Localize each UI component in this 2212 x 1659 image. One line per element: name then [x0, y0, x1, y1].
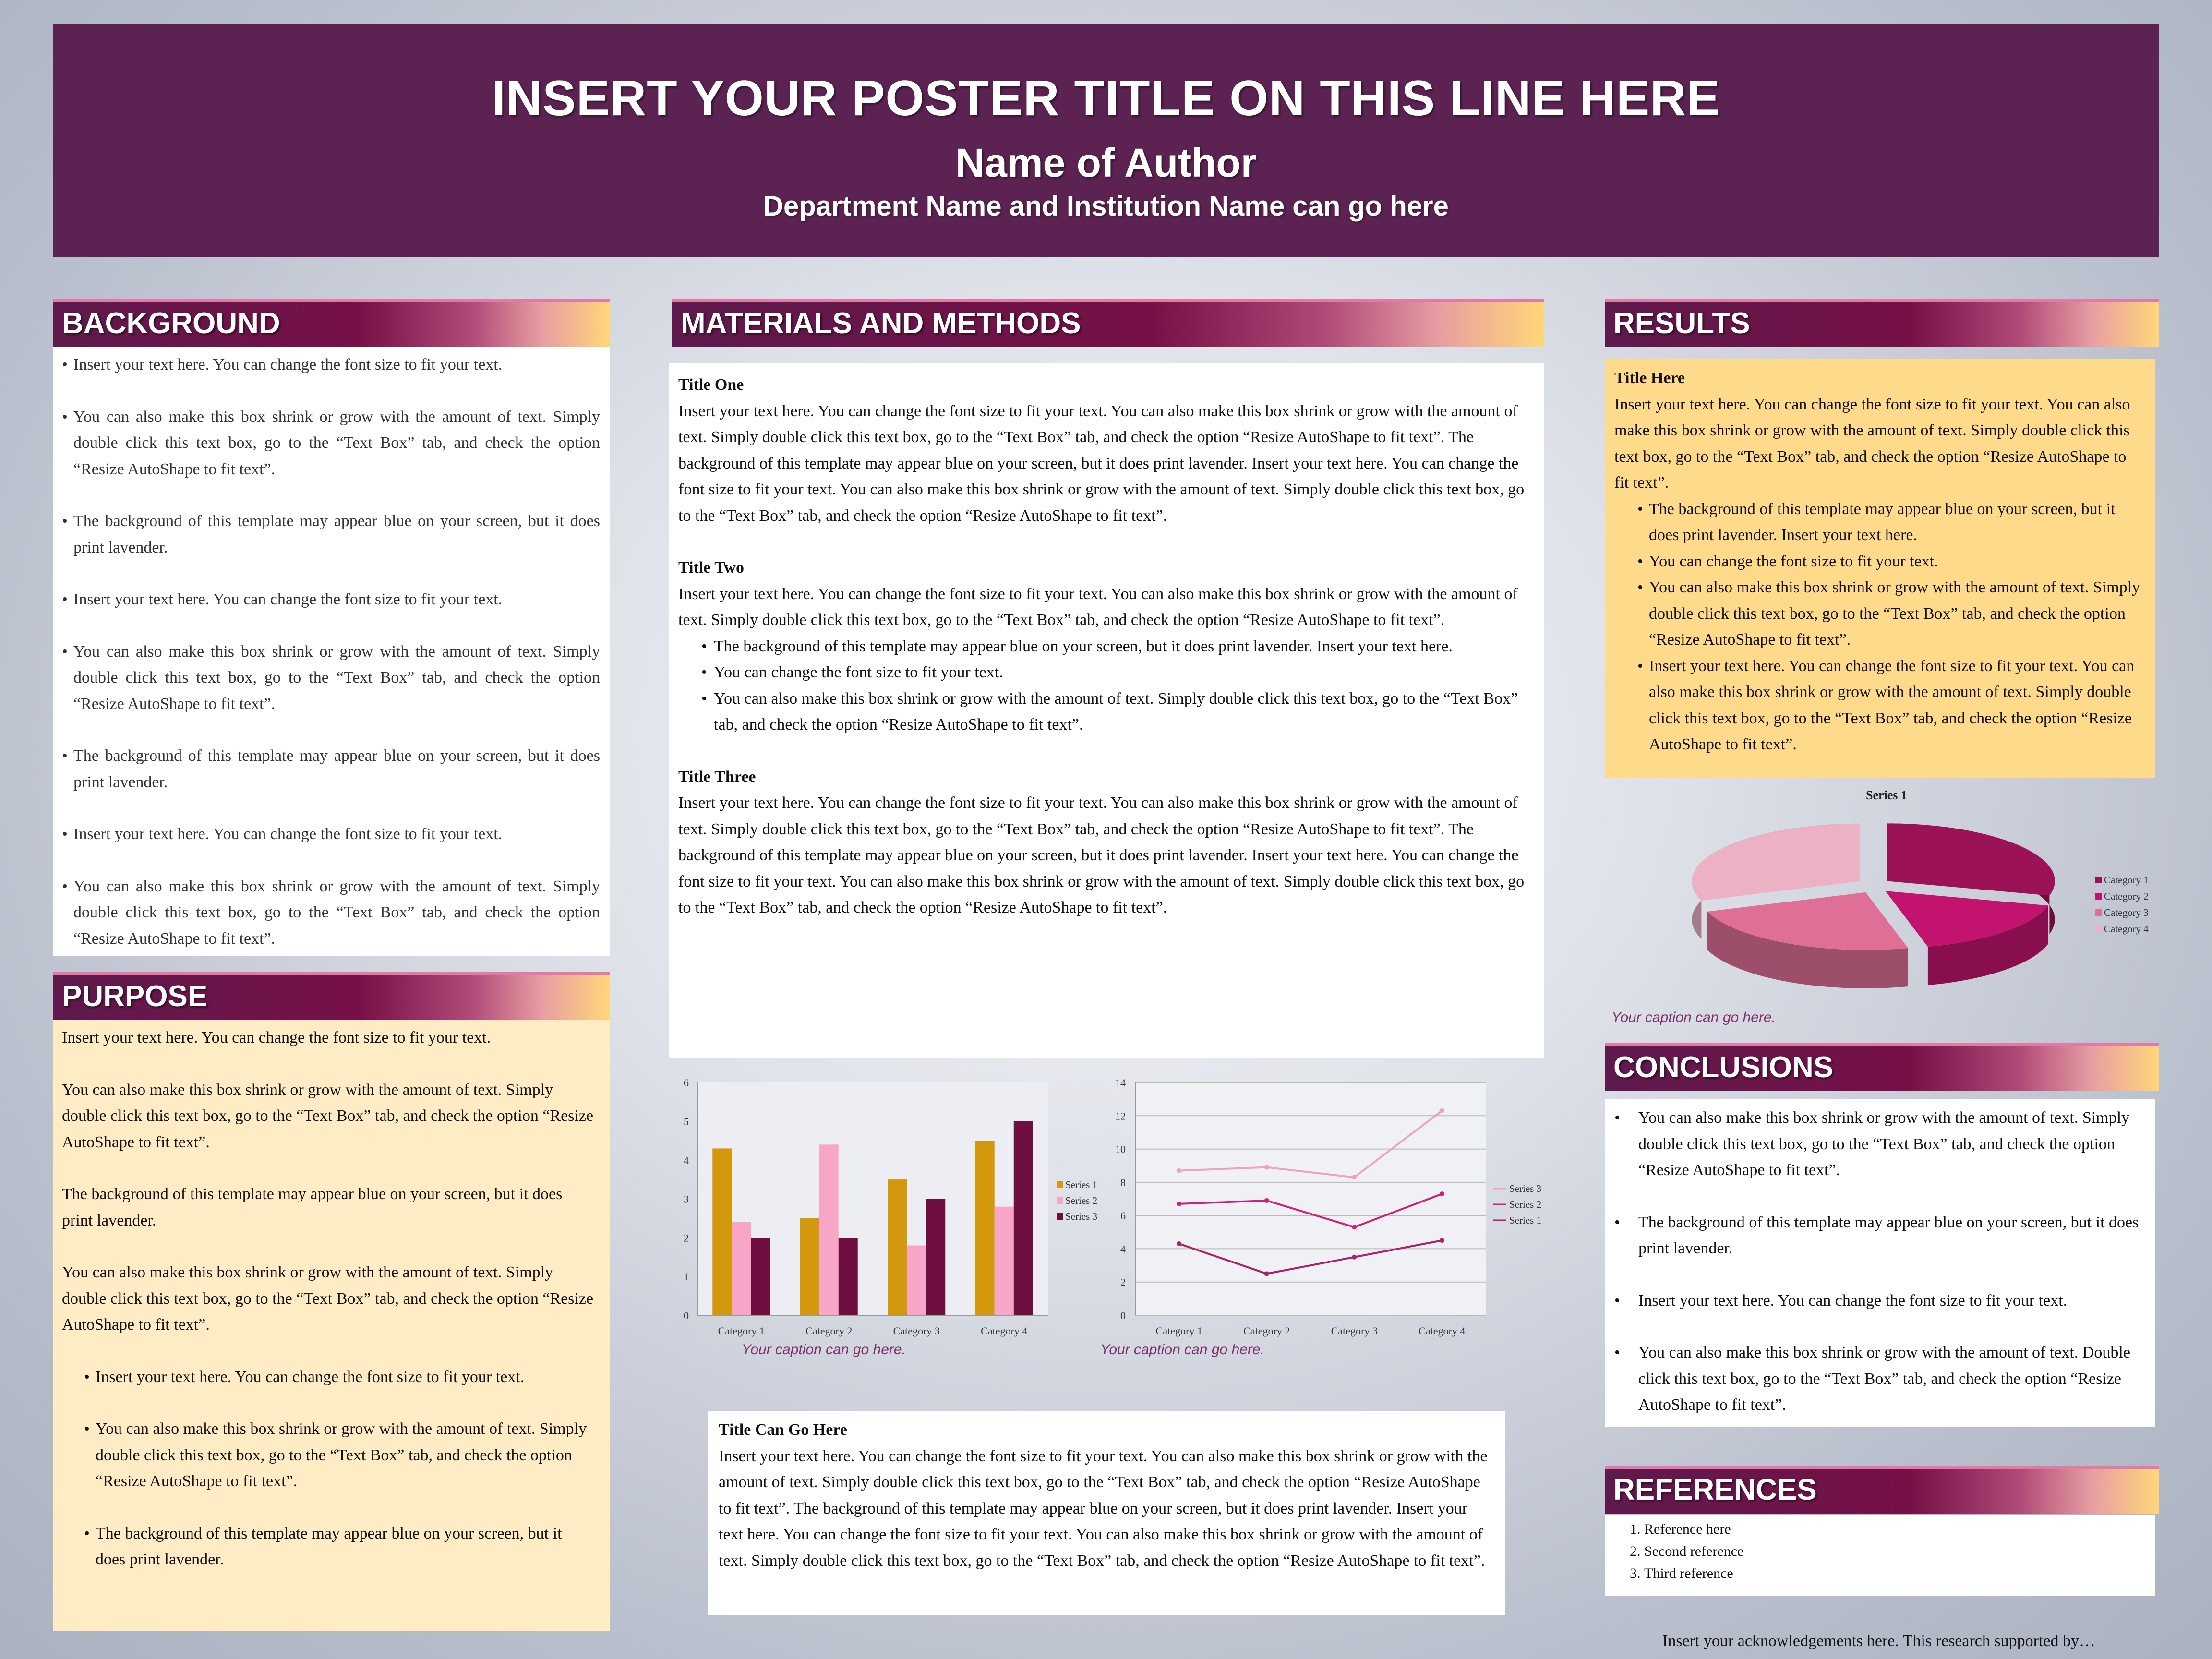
methods-heading: MATERIALS AND METHODS [672, 299, 1544, 347]
pie-chart [1605, 782, 2159, 994]
bar [1014, 1121, 1033, 1315]
purpose-bullet [84, 1364, 595, 1391]
y-tick-label: 6 [684, 1077, 689, 1089]
purpose-bullet [84, 1416, 595, 1495]
bullet-dot: • [1614, 1291, 1620, 1310]
results-bullet [1637, 653, 2142, 758]
background-bullet [62, 508, 600, 561]
y-tick-label: 1 [684, 1271, 689, 1283]
bullet-dot: • [62, 356, 68, 373]
bullet-text: You can also make this box shrink or grow with the amount of text. Simply double click this text box, go to the “Text Box” tab, and check the option “Resize AutoShape to fit text”. [73, 642, 600, 713]
conclusions-bullet [1614, 1105, 2140, 1184]
data-point [1440, 1191, 1444, 1196]
legend-swatch [2095, 926, 2102, 932]
x-tick-label: Category 3 [1331, 1325, 1378, 1337]
conclusions-bullet [1614, 1340, 2140, 1419]
y-tick-label: 5 [684, 1115, 689, 1128]
bullet-text: The background of this template may appear blue on your screen, but it does print lavender. [96, 1524, 562, 1568]
background-bullet [62, 639, 600, 718]
methods-title-three: Title Three [678, 768, 756, 786]
bullet-text: The background of this template may appear blue on your screen, but it does print lavender. [73, 747, 600, 791]
x-tick-label: Category 1 [718, 1325, 765, 1337]
bullet-dot: • [62, 747, 68, 765]
conclusions-section [1605, 1099, 2155, 1427]
results-bullet [1637, 496, 2142, 549]
data-point [1177, 1241, 1181, 1246]
y-tick-label: 14 [1115, 1077, 1126, 1089]
bottom-text-box [708, 1411, 1505, 1615]
poster-title: INSERT YOUR POSTER TITLE ON THIS LINE HERE [492, 71, 1720, 126]
y-tick-label: 10 [1115, 1143, 1126, 1155]
purpose-bullet [84, 1521, 595, 1573]
bar [926, 1199, 945, 1316]
methods-bullets [678, 634, 1525, 738]
bullet-text: Insert your text here. You can change the font size to fit your text. [73, 825, 503, 843]
y-tick-label: 0 [1120, 1310, 1126, 1322]
bar [751, 1238, 770, 1315]
data-point [1352, 1225, 1357, 1229]
results-bullet [1637, 575, 2142, 653]
bottom-box-title: Title Can Go Here [719, 1421, 847, 1439]
purpose-paragraph: You can also make this box shrink or grow with the amount of text. Simply double click this text box, go to the “Text Box” tab, and check the option “Resize AutoShape to fit text”. [62, 1081, 594, 1151]
legend-label: Series 1 [1065, 1179, 1098, 1190]
y-tick-label: 2 [684, 1232, 689, 1244]
bullet-dot: • [62, 877, 68, 895]
reference-item: 3. Third reference [1644, 1563, 2145, 1585]
x-tick-label: Category 4 [1419, 1325, 1466, 1337]
data-point [1440, 1108, 1444, 1113]
bar [819, 1144, 839, 1315]
author-name: Name of Author [955, 140, 1257, 185]
poster-header [53, 24, 2159, 257]
bar [907, 1246, 926, 1316]
background-section [53, 347, 610, 956]
bar [975, 1141, 995, 1315]
bullet-text: Insert your text here. You can change the font size to fit your text. [96, 1368, 525, 1386]
legend-label: Series 1 [1509, 1214, 1542, 1226]
legend-label: Series 3 [1065, 1211, 1098, 1222]
legend-label: Category 3 [2104, 907, 2149, 918]
methods-text-two: Insert your text here. You can change the font size to fit your text. You can also make this box shrink or grow with the amount of text. Simply double click this text box, go to the “Text Box” tab, and check the option “Resize AutoShape to fit text”. [678, 585, 1518, 629]
bullet-text: The background of this template may appear blue on your screen, but it does print lavender. [73, 512, 600, 556]
purpose-paragraph: The background of this template may appear blue on your screen, but it does print lavender. [62, 1185, 563, 1229]
bar [732, 1222, 751, 1315]
bullet-dot: • [62, 590, 68, 608]
purpose-paragraph: Insert your text here. You can change the font size to fit your text. [62, 1029, 491, 1046]
methods-title-one: Title One [678, 376, 744, 394]
data-point [1177, 1168, 1181, 1173]
data-point [1264, 1165, 1269, 1170]
results-text: Insert your text here. You can change the font size to fit your text. You can also make this box shrink or grow with the amount of text. Simply double click this text box, go to the “Text Box” tab, and check the option “Resize AutoShape to fit text”. [1614, 395, 2130, 492]
legend-label: Series 3 [1509, 1183, 1542, 1194]
bullet-dot: • [701, 663, 707, 681]
methods-bullet [701, 634, 1525, 660]
methods-bullet [701, 686, 1525, 738]
legend-label: Series 2 [1065, 1195, 1098, 1206]
background-bullets [62, 352, 600, 952]
background-bullet [62, 821, 600, 848]
background-bullet [62, 404, 600, 483]
y-tick-label: 2 [1120, 1276, 1126, 1288]
pie-title: Series 1 [1866, 788, 1907, 802]
x-tick-label: Category 2 [1243, 1325, 1290, 1337]
results-bullet [1637, 549, 2142, 575]
conclusions-bullet [1614, 1210, 2140, 1262]
bullet-text: You can change the font size to fit your text. [1649, 552, 1938, 570]
bullet-dot: • [1637, 500, 1643, 518]
results-heading: RESULTS [1605, 299, 2159, 347]
purpose-section [53, 1020, 610, 1631]
methods-bullet [701, 660, 1525, 686]
x-tick-label: Category 2 [805, 1325, 853, 1337]
bar [995, 1207, 1014, 1315]
bar [712, 1148, 732, 1315]
methods-text-one: Insert your text here. You can change the font size to fit your text. You can also make this box shrink or grow with the amount of text. Simply double click this text box, go to the “Text Box” tab, and check the option “Resize AutoShape to fit text”. The background of this template may appear blue on your screen, but it does print lavender. Insert your text here. You can change the font size to fit your text. You can also make this box shrink or grow with the amount of text. Simply double click this text box, go to the “Text Box” tab, and check the option “Resize AutoShape to fit text”. [678, 402, 1525, 525]
bar-chart [669, 1068, 1098, 1356]
y-tick-label: 4 [1120, 1243, 1126, 1255]
references-list [1615, 1518, 2145, 1585]
conclusions-bullet [1614, 1288, 2140, 1314]
bar-chart-caption: Your caption can go here. [742, 1342, 906, 1358]
background-heading: BACKGROUND [53, 299, 610, 347]
legend-swatch [1057, 1197, 1063, 1204]
methods-section [669, 363, 1544, 1058]
bullet-dot: • [84, 1524, 90, 1542]
bullet-dot: • [1614, 1109, 1620, 1127]
bullet-text: You can also make this box shrink or grow with the amount of text. Simply double click this text box, go to the “Text Box” tab, and check the option “Resize AutoShape to fit text”. [73, 877, 600, 948]
legend-swatch [2095, 877, 2102, 883]
bullet-dot: • [1637, 552, 1643, 570]
y-tick-label: 0 [684, 1310, 689, 1322]
background-bullet [62, 587, 600, 613]
bullet-dot: • [84, 1420, 90, 1438]
pie-slice [1692, 824, 1860, 901]
results-title: Title Here [1614, 369, 1685, 387]
data-point [1352, 1255, 1357, 1260]
reference-item: 1. Reference here [1644, 1518, 2145, 1540]
bullet-dot: • [1637, 578, 1643, 596]
bullet-dot: • [84, 1368, 90, 1386]
bullet-dot: • [1637, 657, 1643, 675]
results-section [1605, 359, 2155, 778]
purpose-heading: PURPOSE [53, 972, 610, 1020]
bullet-text: You can also make this box shrink or grow with the amount of text. Simply double click this text box, go to the “Text Box” tab, and check the option “Resize AutoShape to fit text”. [1638, 1109, 2130, 1179]
references-section [1605, 1515, 2155, 1596]
bottom-box-text: Insert your text here. You can change the font size to fit your text. You can also make this box shrink or grow with the amount of text. Simply double click this text box, go to the “Text Box” tab, and check the option “Resize AutoShape to fit text”. The background of this template may appear blue on your screen, but it does print lavender. Insert your text here. You can change the font size to fit your text. You can also make this box shrink or grow with the amount of text. Simply double click this text box, go to the “Text Box” tab, and check the option “Resize AutoShape to fit text”. [719, 1447, 1488, 1570]
bullet-dot: • [62, 512, 68, 530]
bullet-text: The background of this template may appear blue on your screen, but it does print lavender. Insert your text here. [1649, 500, 2116, 544]
legend-label: Category 1 [2104, 874, 2149, 886]
legend-swatch [2095, 893, 2102, 900]
bullet-dot: • [701, 689, 707, 708]
references-heading: REFERENCES [1605, 1466, 2159, 1514]
bar [888, 1179, 907, 1315]
bullet-text: You can also make this box shrink or grow with the amount of text. Simply double click this text box, go to the “Text Box” tab, and check the option “Resize AutoShape to fit text”. [73, 408, 600, 478]
bullet-text: You can also make this box shrink or grow with the amount of text. Simply double click this text box, go to the “Text Box” tab, and check the option “Resize AutoShape to fit text”. [714, 689, 1518, 733]
pie-slice [1887, 823, 2055, 895]
pie-chart-caption: Your caption can go here. [1611, 1010, 1776, 1025]
line-chart [1090, 1068, 1551, 1356]
bullet-text: The background of this template may appear blue on your screen, but it does print lavender. [1638, 1213, 2139, 1257]
y-tick-label: 4 [684, 1154, 689, 1166]
data-point [1352, 1175, 1357, 1179]
purpose-bullets [62, 1364, 595, 1573]
reference-item: 2. Second reference [1644, 1540, 2145, 1563]
legend-swatch [1057, 1181, 1063, 1188]
purpose-paragraph: You can also make this box shrink or grow with the amount of text. Simply double click this text box, go to the “Text Box” tab, and check the option “Resize AutoShape to fit text”. [62, 1263, 594, 1334]
acknowledgements: Insert your acknowledgements here. This research supported by… [1662, 1632, 2095, 1650]
bullet-dot: • [62, 825, 68, 843]
bullet-text: Insert your text here. You can change the font size to fit your text. [73, 356, 503, 373]
y-tick-label: 8 [1120, 1176, 1126, 1189]
data-point [1264, 1271, 1269, 1276]
bullet-dot: • [1614, 1344, 1620, 1361]
legend-label: Series 2 [1509, 1199, 1542, 1210]
background-bullet [62, 352, 600, 378]
bullet-text: Insert your text here. You can change the font size to fit your text. You can also make this box shrink or grow with the amount of text. Simply double click this text box, go to the “Text Box” tab, and check the option “Resize AutoShape to fit text”. [1649, 657, 2135, 753]
data-point [1440, 1238, 1444, 1243]
methods-text-three: Insert your text here. You can change the font size to fit your text. You can also make this box shrink or grow with the amount of text. Simply double click this text box, go to the “Text Box” tab, and check the option “Resize AutoShape to fit text”. The background of this template may appear blue on your screen, but it does print lavender. Insert your text here. You can change the font size to fit your text. You can also make this box shrink or grow with the amount of text. Simply double click this text box, go to the “Text Box” tab, and check the option “Resize AutoShape to fit text”. [678, 794, 1525, 916]
legend-label: Category 4 [2104, 923, 2149, 935]
y-tick-label: 3 [684, 1193, 689, 1205]
bullet-text: You can change the font size to fit your text. [714, 663, 1003, 681]
legend-swatch [1057, 1213, 1063, 1220]
background-bullet [62, 743, 600, 795]
data-point [1177, 1202, 1181, 1206]
background-bullet [62, 874, 600, 952]
x-tick-label: Category 3 [893, 1325, 940, 1337]
line-chart-caption: Your caption can go here. [1100, 1342, 1264, 1358]
x-tick-label: Category 4 [981, 1325, 1028, 1337]
results-bullets [1614, 496, 2142, 758]
bullet-dot: • [1614, 1213, 1620, 1231]
bar [800, 1218, 819, 1315]
bullet-dot: • [62, 642, 68, 661]
conclusions-bullets [1614, 1105, 2140, 1419]
bullet-text: The background of this template may appear blue on your screen, but it does print lavender. Insert your text here. [714, 637, 1453, 655]
bullet-text: You can also make this box shrink or grow with the amount of text. Double click this text box, go to the “Text Box” tab, and check the option “Resize AutoShape to fit text”. [1638, 1344, 2130, 1414]
bullet-text: Insert your text here. You can change the font size to fit your text. [1638, 1291, 2068, 1310]
bullet-dot: • [62, 408, 68, 426]
y-tick-label: 12 [1115, 1110, 1126, 1122]
legend-swatch [2095, 909, 2102, 916]
methods-title-two: Title Two [678, 559, 744, 577]
x-tick-label: Category 1 [1155, 1325, 1202, 1337]
bullet-text: You can also make this box shrink or grow with the amount of text. Simply double click this text box, go to the “Text Box” tab, and check the option “Resize AutoShape to fit text”. [96, 1420, 587, 1490]
data-point [1264, 1198, 1269, 1203]
bar [839, 1238, 858, 1315]
y-tick-label: 6 [1120, 1210, 1126, 1222]
conclusions-heading: CONCLUSIONS [1605, 1043, 2159, 1091]
bullet-text: Insert your text here. You can change the font size to fit your text. [73, 590, 503, 608]
legend-label: Category 2 [2104, 890, 2149, 902]
department-name: Department Name and Institution Name can go here [763, 191, 1449, 222]
bullet-text: You can also make this box shrink or grow with the amount of text. Simply double click this text box, go to the “Text Box” tab, and check the option “Resize AutoShape to fit text”. [1649, 578, 2140, 649]
bullet-dot: • [701, 637, 707, 655]
